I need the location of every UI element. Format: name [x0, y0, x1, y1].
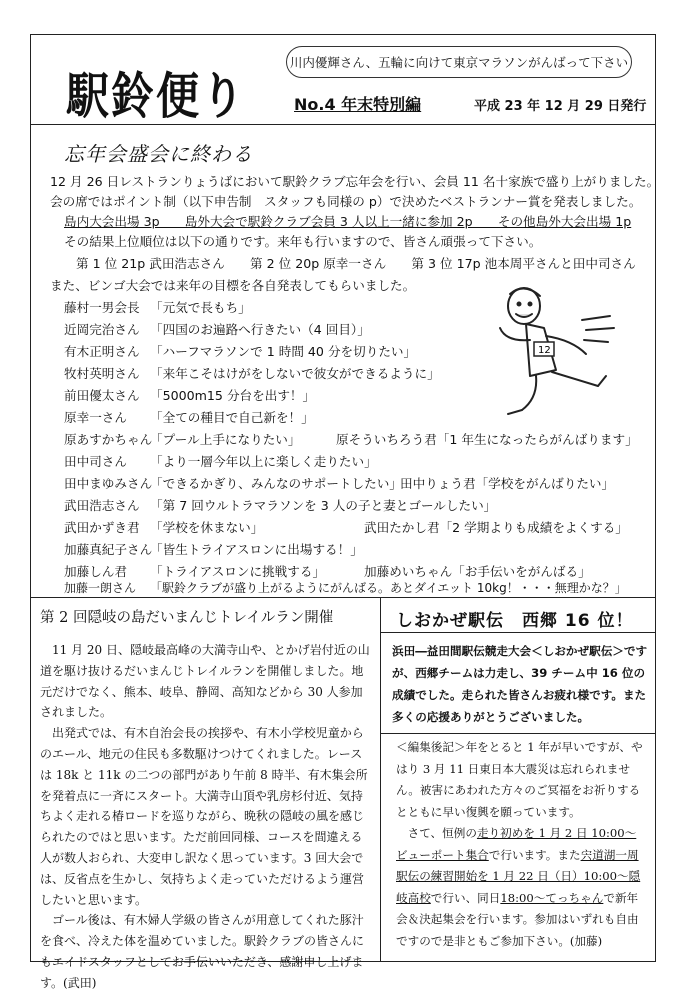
point-rules: 島内大会出場 3p 島外大会で駅鈴クラブ会員 3 人以上一緒に参加 2p その他島外大会出場 1p	[64, 214, 632, 229]
goal-text-extra: 田中りょう君「学校をがんばりたい」	[400, 476, 615, 491]
ekiden-heading: しおかぜ駅伝 西郷 16 位！	[396, 611, 634, 631]
message-bubble: 川内優輝さん、五輪に向けて東京マラソンがんばって下さい	[286, 46, 632, 78]
goal-text: 「トライアスロンに挑戦する」	[150, 564, 326, 579]
trail-heading: 第 2 回隠岐の島だいまんじトレイルラン開催	[40, 610, 334, 626]
ekiden-practice-info: 宍道湖一周駅伝の練習開始を 1 月 22 日（日）10:00〜隠岐高校	[396, 847, 641, 905]
bib-number: 12	[538, 345, 551, 356]
goal-name: 牧村英明さん	[64, 366, 140, 381]
trail-paragraph: ゴール後は、有木婦人学級の皆さんが用意してくれた豚汁を食べ、冷えた体を温めていました。駅鈴クラブの皆さんにもエイドスタッフとしてお手伝いいただき、感謝申し上げます。(武田)	[40, 913, 365, 990]
trail-article	[40, 640, 370, 994]
goal-text: 「四国のお遍路へ行きたい（4 回目）」	[150, 322, 370, 337]
trail-paragraph: 出発式では、有木自治会長の挨拶や、有木小学校児童からのエール、地元の住民も多数駆けつけてくれました。レースは 18k と 11k の二つの部門があり午前 8 時半、有木集会所を発着点に一斉にスタート。大満寺山頂や乳房杉付近、気持ちよく走れる椿ロードを巡りながら、晩秋の隠岐の風を感じられたのではと思います。ただ前回同様、コースを間違える人が数人おられ、大変申し訳なく思っています。3 回大会では、反省点を生かし、気持ちよく走っていただけるよう運営したいと思います。	[40, 726, 368, 907]
party-line: 会の席ではポイント制（以下申告制 スタッフも同様の p）で決めたベストランナー賞を発表しました。	[50, 194, 642, 209]
goal-text: 「元気で長もち」	[150, 300, 251, 315]
first-run-info: 走り初めを 1 月 2 日 10:00〜ビューポート集合	[396, 826, 637, 862]
goal-name: 加藤一朗さん	[64, 581, 137, 595]
goal-text: 「ハーフマラソンで 1 時間 40 分を切りたい」	[150, 344, 417, 359]
section-divider	[30, 597, 656, 598]
editor-paragraph: ＜編集後記＞年をとると 1 年が早いですが、やはり 3 月 11 日東日本大震災は忘れられません。被害にあわれた方々のご冥福をお祈りするとともに早い復興を願っています。	[396, 740, 643, 819]
goal-text: 「全ての種目で自己新を！」	[150, 410, 314, 425]
goal-name: 原幸一さん	[64, 410, 127, 425]
party-info: 18:00〜てっちゃん	[500, 890, 604, 905]
goal-name: 加藤しん君	[64, 564, 127, 579]
editor-paragraph: さて、恒例の走り初めを 1 月 2 日 10:00〜ビューポート集合で行います。また宍道湖一周駅伝の練習開始を 1 月 22 日（日）10:00〜隠岐高校で行い、同日18:00〜てっちゃんで新年会＆決起集会を行います。参加はいずれも自由ですので是非ともご参加下さい。(加藤)	[396, 826, 641, 948]
party-heading: 忘年会盛会に終わる	[64, 142, 253, 166]
issue-date: 平成 23 年 12 月 29 日発行	[474, 99, 647, 114]
goal-text: 「できるかぎり、みんなのサポートしたい」	[150, 476, 402, 491]
goal-name: 近岡完治さん	[64, 322, 140, 337]
goal-name: 原あすかちゃん	[64, 432, 153, 447]
goal-text: 「プール上手になりたい」	[150, 432, 301, 447]
newsletter-title: 駅鈴便り	[66, 68, 246, 126]
editor-note	[396, 737, 646, 952]
party-line: また、ビンゴ大会では来年の目標を各自発表してもらいました。	[50, 278, 416, 293]
party-line: 12 月 26 日レストランりょうばにおいて駅鈴クラブ忘年会を行い、会員 11 名十家族で盛り上がりました。	[50, 174, 660, 189]
goal-text: 「より一層今年以上に楽しく走りたい」	[150, 454, 377, 469]
goal-name: 有木正明さん	[64, 344, 140, 359]
goal-text: 「来年こそはけがをしないで彼女ができるように」	[150, 366, 440, 381]
issue-number: No.4 年末特別編	[294, 95, 422, 114]
trail-paragraph: 11 月 20 日、隠岐最高峰の大満寺山や、とかげ岩付近の山道を駆け抜けるだいまんじトレイルランを開催しました。地元だけでなく、熊本、岐阜、静岡、高知などから 30 人参加されました。	[40, 643, 370, 720]
goal-name: 田中司さん	[64, 454, 127, 469]
goal-text-extra: 原そういちろう君「1 年生になったらがんばります」	[336, 432, 638, 447]
goal-text-extra: 武田たかし君「2 学期よりも成績をよくする」	[364, 520, 628, 535]
goal-text: 「皆生トライアスロンに出場する！」	[150, 542, 363, 557]
goal-name: 武田浩志さん	[64, 498, 140, 513]
goal-name: 藤村一男会長	[64, 300, 140, 315]
goal-text-extra: 加藤めいちゃん「お手伝いをがんばる」	[364, 564, 591, 579]
goal-text: 「5000m15 分台を出す！」	[150, 388, 316, 403]
header-divider	[30, 124, 656, 125]
runner-illustration	[486, 280, 616, 420]
goal-name: 加藤真紀子さん	[64, 542, 153, 557]
goal-text: 「駅鈴クラブが盛り上がるようにがんばる。あとダイエット 10kg！・・・無理かな？」	[150, 581, 627, 595]
goal-name: 前田優太さん	[64, 388, 140, 403]
ranking-line: 第 1 位 21p 武田浩志さん 第 2 位 20p 原幸一さん 第 3 位 17p 池本周平さんと田中司さん	[76, 256, 636, 271]
party-line: その結果上位順位は以下の通りです。来年も行いますので、皆さん頑張って下さい。	[64, 234, 542, 249]
goal-text: 「第 7 回ウルトラマラソンを 3 人の子と妻とゴールしたい」	[150, 498, 497, 513]
goal-text: 「学校を休まない」	[150, 520, 264, 535]
goal-name: 田中まゆみさん	[64, 476, 153, 491]
goal-name: 武田かずき君	[64, 520, 140, 535]
ekiden-body: 浜田―益田間駅伝競走大会＜しおかぜ駅伝＞ですが、西郷チームは力走し、39 チーム中 16 位の成績でした。走られた皆さんお疲れ様です。また多くの応援ありがとうございました。	[392, 644, 648, 724]
